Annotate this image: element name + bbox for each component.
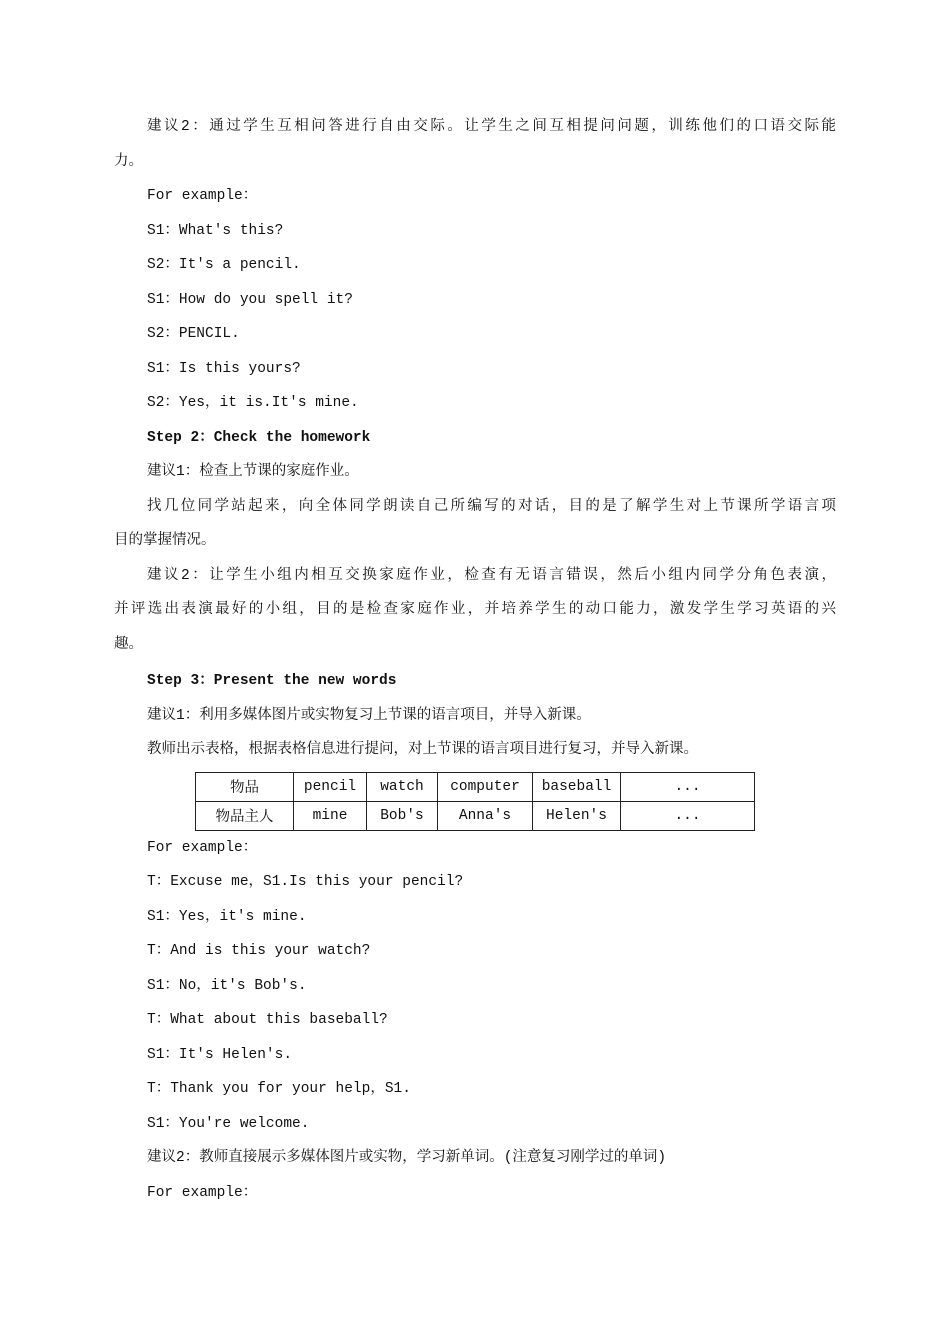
table-cell: 物品 (196, 772, 294, 801)
paragraph-line: 目的掌握情况。 (114, 533, 216, 549)
paragraph-line: 建议2：通过学生互相问答进行自由交际。让学生之间互相提问问题，训练他们的口语交际能 (147, 119, 836, 135)
table-row (196, 772, 755, 801)
table-cell: 物品主人 (196, 801, 294, 830)
paragraph-line: 并评选出表演最好的小组，目的是检查家庭作业，并培养学生的动口能力，激发学生学习英语的兴 (114, 602, 836, 618)
dialogue-line: S1：No，it's Bob's. (147, 977, 307, 994)
document-page (114, 110, 836, 1210)
table-cell: Bob's (367, 801, 438, 830)
example-label: For example： (147, 839, 258, 856)
table-cell: watch (367, 772, 438, 801)
paragraph-line: 趣。 (114, 636, 143, 653)
dialogue-line: S1：What's this? (147, 222, 284, 239)
ownership-table (195, 772, 755, 831)
table-cell: pencil (294, 772, 367, 801)
dialogue-line: T：And is this your watch? (147, 943, 371, 959)
table-cell: mine (294, 801, 367, 830)
dialogue-line: S1：Yes，it's mine. (147, 908, 307, 925)
dialogue-line: T：What about this baseball? (147, 1012, 388, 1028)
dialogue-line: S1：It's Helen's. (147, 1046, 293, 1063)
table-row (196, 801, 755, 830)
dialogue-line: T：Excuse me，S1.Is this your pencil? (147, 874, 464, 890)
table-cell: Anna's (438, 801, 533, 830)
dialogue-line: S1：How do you spell it? (147, 291, 353, 308)
table-cell: Helen's (533, 801, 621, 830)
step-3-heading: Step 3：Present the new words (147, 673, 397, 689)
paragraph-line: 找几位同学站起来，向全体同学朗读自己所编写的对话，目的是了解学生对上节课所学语言项 (147, 498, 836, 515)
table-cell: computer (438, 772, 533, 801)
dialogue-line (114, 248, 836, 283)
paragraph-line: 建议2：教师直接展示多媒体图片或实物，学习新单词。(注意复习刚学过的单词) (147, 1150, 667, 1166)
step-2-heading: Step 2：Check the homework (147, 429, 371, 446)
example-label: For example： (147, 1184, 258, 1201)
dialogue-line: S2：Yes，it is.It's mine. (147, 395, 359, 411)
dialogue-line: S2：PENCIL. (147, 326, 240, 342)
example-label: For example： (147, 188, 258, 204)
table-cell: ... (621, 801, 755, 830)
paragraph-line: 教师出示表格，根据表格信息进行提问，对上节课的语言项目进行复习，并导入新课。 (147, 742, 698, 758)
dialogue-line: S1：Is this yours? (147, 360, 301, 377)
table-cell: ... (621, 772, 755, 801)
dialogue-text: S2：It's a pencil. (147, 257, 301, 273)
paragraph-line: 建议2：让学生小组内相互交换家庭作业，检查有无语言错误，然后小组内同学分角色表演， (147, 567, 836, 584)
paragraph-line: 力。 (114, 153, 143, 170)
dialogue-line: S1：You're welcome. (147, 1115, 310, 1132)
dialogue-line: T：Thank you for your help，S1. (147, 1081, 411, 1097)
paragraph-line: 建议1：利用多媒体图片或实物复习上节课的语言项目，并导入新课。 (147, 707, 591, 724)
table-cell: baseball (533, 772, 621, 801)
paragraph-line: 建议1：检查上节课的家庭作业。 (147, 464, 359, 480)
